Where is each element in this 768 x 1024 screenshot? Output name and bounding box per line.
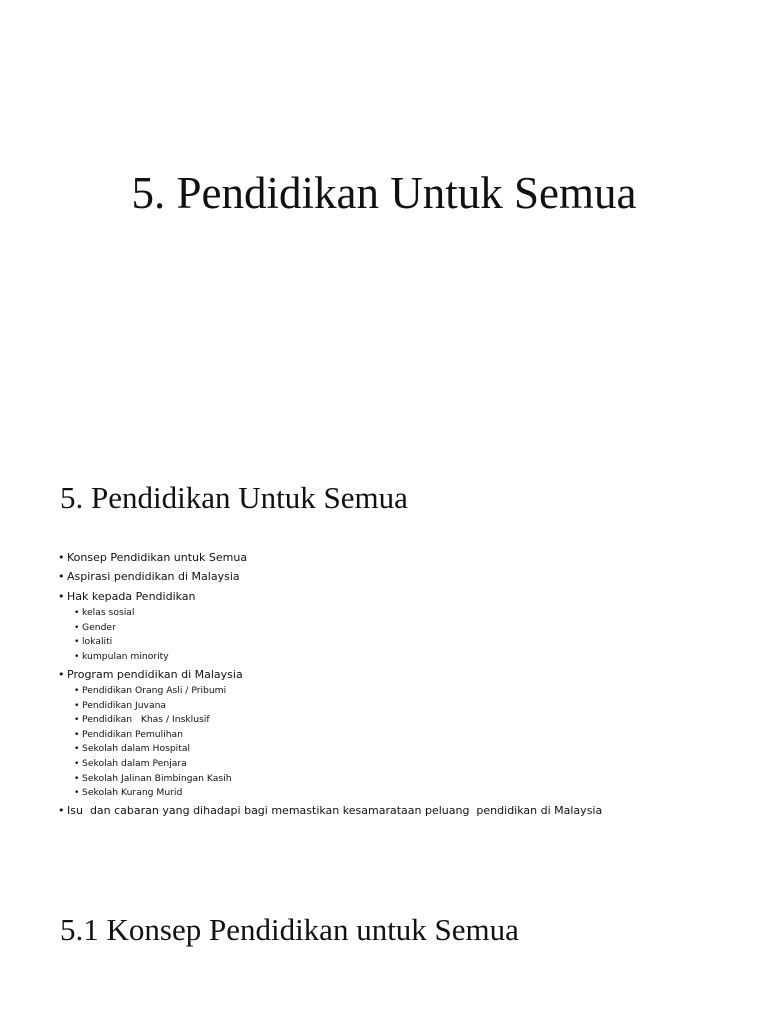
bullet-icon: • xyxy=(58,551,65,564)
list-item-text: Program pendidikan di Malaysia xyxy=(67,667,243,681)
sub-list-item xyxy=(58,635,602,650)
slide-title xyxy=(0,0,768,440)
list-item-text: Gender xyxy=(82,621,116,633)
bullet-icon: • xyxy=(58,667,65,681)
list-item xyxy=(58,801,602,820)
list-item-text: kumpulan minority xyxy=(82,651,169,662)
outline-bullet-list xyxy=(58,548,602,820)
slide-main-title: 5. Pendidikan Untuk Semua xyxy=(131,168,637,218)
list-item xyxy=(58,567,602,586)
bullet-icon: • xyxy=(74,607,80,619)
sub-list-item xyxy=(58,742,602,757)
bullet-icon: • xyxy=(74,787,80,799)
sub-list-item xyxy=(58,621,602,636)
bullet-icon: • xyxy=(74,621,80,633)
list-item-text: Pendidikan Pemulihan xyxy=(82,728,184,740)
sub-list-item xyxy=(58,684,602,699)
list-item-text: Sekolah Kurang Murid xyxy=(82,787,183,799)
concept-heading: 5.1 Konsep Pendidikan untuk Semua xyxy=(60,912,519,947)
list-item xyxy=(58,665,602,684)
sub-list-item xyxy=(58,786,602,801)
bullet-icon: • xyxy=(74,714,80,726)
list-item-text: Hak kepada Pendidikan xyxy=(67,589,196,603)
sub-list-item xyxy=(58,713,602,728)
list-item-text: kelas sosial xyxy=(82,607,135,619)
list-item-text: Sekolah dalam Penjara xyxy=(82,757,187,769)
list-item xyxy=(58,548,602,567)
bullet-icon: • xyxy=(58,570,65,584)
list-item-text: lokaliti xyxy=(82,636,113,648)
bullet-icon: • xyxy=(58,803,65,817)
bullet-icon: • xyxy=(74,728,80,740)
bullet-icon: • xyxy=(74,685,80,696)
bullet-icon: • xyxy=(74,651,80,662)
sub-list-item xyxy=(58,606,602,621)
outline-heading: 5. Pendidikan Untuk Semua xyxy=(60,480,408,515)
list-item-text: Konsep Pendidikan untuk Semua xyxy=(67,551,248,564)
sub-list-item xyxy=(58,699,602,714)
list-item xyxy=(58,587,602,606)
list-item-text: Sekolah dalam Hospital xyxy=(82,743,191,755)
bullet-icon: • xyxy=(74,636,80,648)
list-item-text: Sekolah Jalinan Bimbingan Kasih xyxy=(82,772,232,784)
list-item-text: Pendidikan Khas / Insklusif xyxy=(82,714,210,726)
slide-outline xyxy=(0,440,768,870)
sub-list-item xyxy=(58,757,602,772)
list-item-text: Pendidikan Juvana xyxy=(82,699,167,711)
slide-concept xyxy=(0,870,768,1024)
bullet-icon: • xyxy=(74,743,80,755)
bullet-icon: • xyxy=(74,772,80,784)
bullet-icon: • xyxy=(74,699,80,711)
sub-list-item xyxy=(58,772,602,787)
list-item-text: Pendidikan Orang Asli / Pribumi xyxy=(82,685,227,696)
bullet-icon: • xyxy=(74,757,80,769)
bullet-icon: • xyxy=(58,589,65,603)
sub-list-item xyxy=(58,650,602,665)
list-item-text: Aspirasi pendidikan di Malaysia xyxy=(67,570,240,584)
list-item-text: Isu dan cabaran yang dihadapi bagi memastikan kesamarataan peluang pendidikan di Malaysia xyxy=(67,803,603,817)
sub-list-item xyxy=(58,728,602,743)
